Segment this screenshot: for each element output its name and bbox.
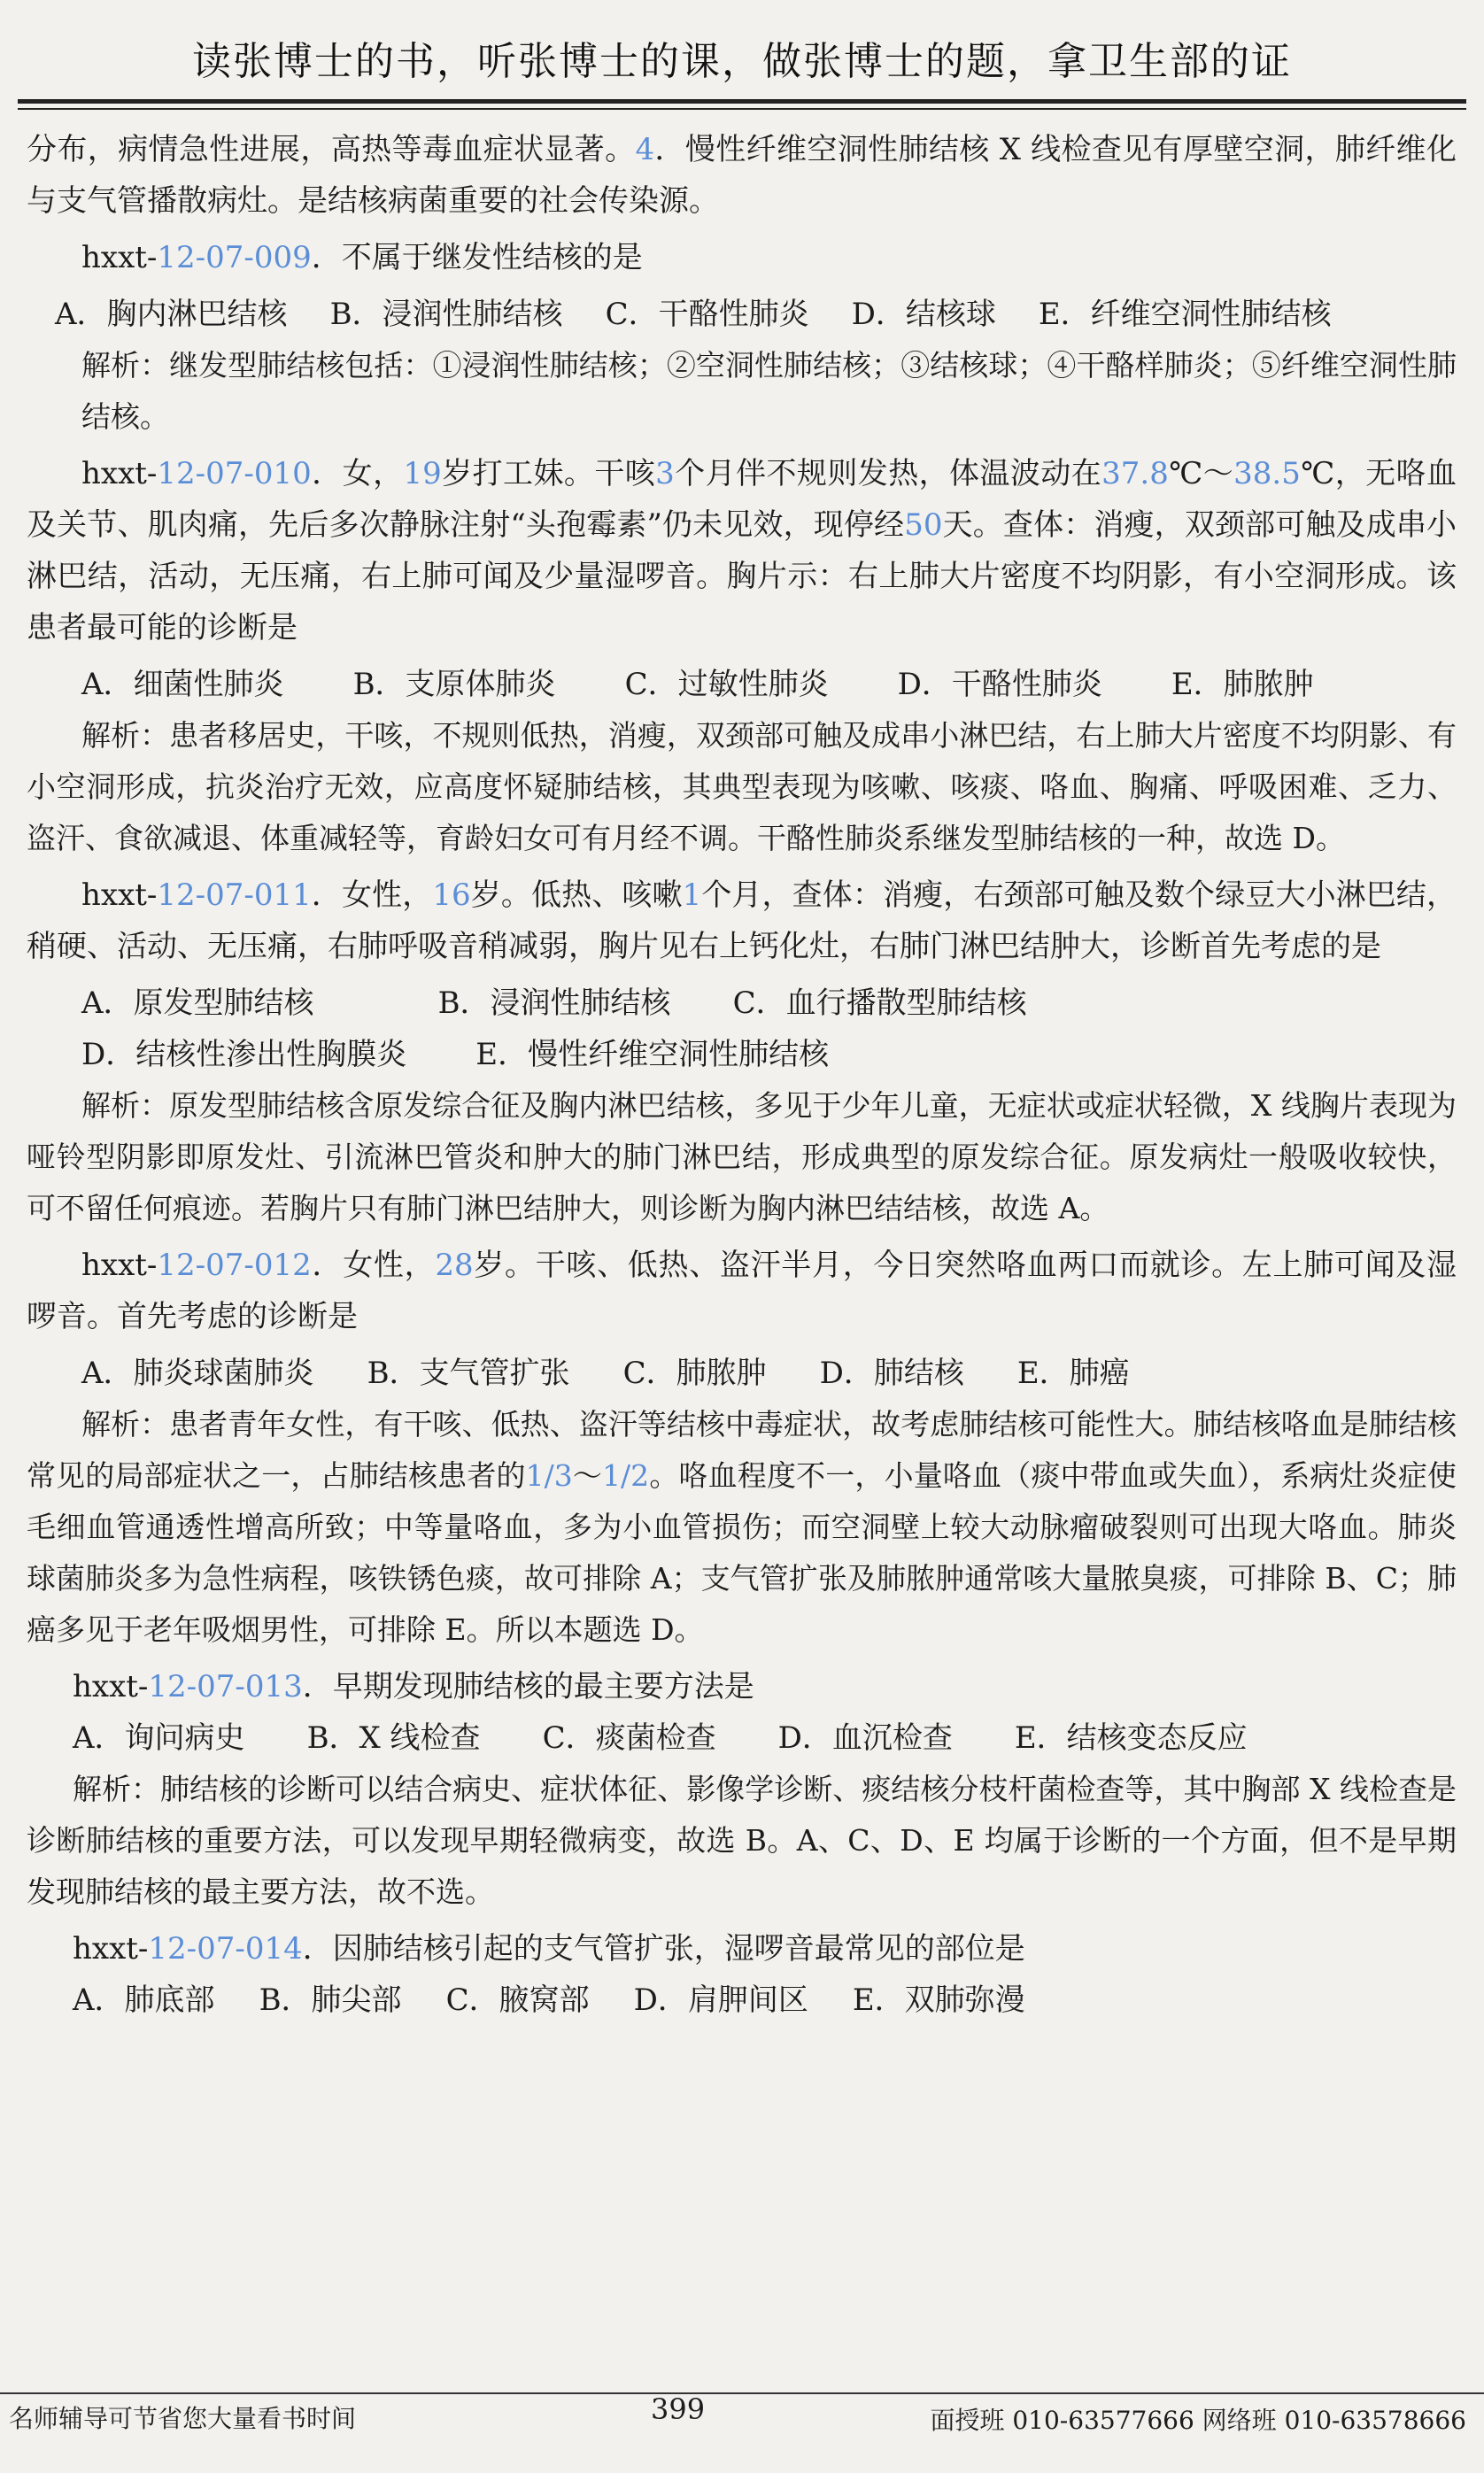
options-row — [27, 978, 1457, 1029]
question-id-prefix: hxxt- — [81, 1248, 158, 1283]
stem-text: 个月伴不规则发热，体温波动在 — [674, 456, 1102, 491]
options-row — [27, 1029, 1457, 1080]
option-d: D．肩胛间区 — [633, 1982, 808, 2018]
option-c: C．痰菌检查 — [542, 1720, 716, 1756]
question-id-prefix: hxxt- — [81, 877, 158, 913]
explanation — [27, 1399, 1457, 1656]
option-e: E．双肺弥漫 — [852, 1982, 1025, 2018]
question-id: 12-07-009 — [157, 240, 312, 275]
option-b: B．支原体肺炎 — [352, 667, 556, 702]
option-c: C．干酪性肺炎 — [605, 297, 809, 332]
stem-text: 岁打工妹。干咳 — [441, 456, 656, 491]
option-a: A．肺炎球菌肺炎 — [81, 1356, 314, 1391]
option-c: C．过敏性肺炎 — [624, 667, 829, 702]
question-013 — [27, 1661, 1457, 1918]
stem-text: 天。查体：消瘦，双颈部可触及成串小淋巴结，活动，无压痛，右上肺可闻及少量湿啰音。胸片示：右上肺大片密度不均阴影，有小空洞形成。该患者最可能的诊断是 — [27, 507, 1457, 645]
footer-rule — [0, 2392, 1484, 2394]
question-010 — [27, 448, 1457, 864]
question-011 — [27, 869, 1457, 1234]
option-e: E．纤维空洞性肺结核 — [1038, 297, 1332, 332]
stem-text: ℃，无咯血及关节、肌肉痛，先后多次静脉注射“头孢霉素”仍未见效，现停经 — [27, 456, 1457, 543]
intro-text-cont: ．慢性纤维空洞性肺结核 X 线检查见有厚壁空洞，肺纤维化与支气管播散病灶。是结核病菌重要的社会传染源。 — [27, 132, 1457, 219]
option-b: B．浸润性肺结核 — [437, 985, 671, 1021]
stem-text: ℃～ — [1168, 456, 1234, 491]
stem-text: ．女， — [311, 456, 404, 491]
question-id-prefix: hxxt- — [81, 240, 158, 275]
explanation: 解析：继发型肺结核包括：①浸润性肺结核；②空洞性肺结核；③结核球；④干酪样肺炎；⑤纤维空洞性肺结核。 — [81, 348, 1457, 434]
question-009 — [27, 232, 1457, 443]
question-id: 12-07-013 — [148, 1669, 303, 1704]
footer-slogan: 名师辅导可节省您大量看书时间 — [9, 2404, 357, 2433]
stem-text: ．女性， — [311, 877, 433, 913]
question-id: 12-07-012 — [157, 1248, 312, 1283]
stem-number: 16 — [432, 877, 471, 913]
option-c: C．肺脓肿 — [622, 1356, 767, 1391]
options-row — [27, 1712, 1457, 1764]
options-row — [27, 1348, 1457, 1399]
option-c: C．腋窝部 — [445, 1982, 590, 2018]
option-a: A．原发型肺结核 — [81, 985, 314, 1021]
content — [27, 124, 1457, 2026]
question-stem — [27, 869, 1457, 972]
option-d: D．血沉检查 — [777, 1720, 953, 1756]
option-e: E．慢性纤维空洞性肺结核 — [475, 1037, 830, 1072]
option-d: D．结核球 — [851, 297, 996, 332]
option-d: D．肺结核 — [819, 1356, 964, 1391]
explanation-number: 1/3 — [525, 1458, 573, 1493]
page-number: 399 — [651, 2392, 706, 2426]
options-row — [27, 289, 1457, 340]
option-e: E．结核变态反应 — [1014, 1720, 1248, 1756]
option-a: A．询问病史 — [73, 1720, 245, 1756]
explanation: 解析：肺结核的诊断可以结合病史、症状体征、影像学诊断、痰结核分枝杆菌检查等，其中胸部 X 线检查是诊断肺结核的重要方法，可以发现早期轻微病变，故选 B。A、C、D、E 均属于诊断的一个方面，但不是早期发现肺结核的最主要方法，故不选。 — [27, 1772, 1457, 1909]
stem-text: 岁。干咳、低热、盗汗半月，今日突然咯血两口而就诊。左上肺可闻及湿啰音。首先考虑的诊断是 — [27, 1248, 1457, 1334]
stem-number: 37.8 — [1101, 456, 1169, 491]
header-title: 读张博士的书，听张博士的课，做张博士的题，拿卫生部的证 — [192, 39, 1292, 84]
intro-paragraph — [27, 124, 1457, 227]
question-012 — [27, 1240, 1457, 1656]
option-b: B．浸润性肺结核 — [329, 297, 563, 332]
intro-text: 分布，病情急性进展，高热等毒血症状显著。 — [27, 132, 636, 167]
question-id-prefix: hxxt- — [81, 456, 158, 491]
option-e: E．肺癌 — [1016, 1356, 1130, 1391]
option-b: B．支气管扩张 — [367, 1356, 570, 1391]
question-id: 12-07-014 — [148, 1931, 303, 1967]
question-id-prefix: hxxt- — [73, 1669, 149, 1704]
options-row — [27, 659, 1457, 710]
option-d: D．干酪性肺炎 — [897, 667, 1102, 702]
stem-number: 50 — [904, 507, 943, 543]
option-d: D．结核性渗出性胸膜炎 — [81, 1037, 407, 1072]
question-text: ．不属于继发性结核的是 — [311, 240, 643, 275]
header-rule-thin — [18, 108, 1466, 110]
option-b: B．X 线检查 — [306, 1720, 481, 1756]
stem-number: 28 — [435, 1248, 474, 1283]
footer-contact: 面授班 010-63577666 网络班 010-63578666 — [930, 2406, 1466, 2435]
explanation-text: ～ — [572, 1458, 603, 1493]
question-text: ．早期发现肺结核的最主要方法是 — [302, 1669, 754, 1704]
option-a: A．胸内淋巴结核 — [55, 297, 288, 332]
stem-number: 1 — [682, 877, 702, 913]
explanation-text: 解析：患者青年女性，有干咳、低热、盗汗等结核中毒症状，故考虑肺结核可能性大。肺结核咯血是肺结核常见的局部症状之一，占肺结核患者的 — [27, 1407, 1457, 1493]
option-c: C．血行播散型肺结核 — [732, 985, 1027, 1021]
question-stem — [27, 1923, 1457, 1975]
explanation-number: 1/2 — [602, 1458, 650, 1493]
question-stem — [27, 1661, 1457, 1712]
stem-number: 38.5 — [1233, 456, 1301, 491]
stem-text: 岁。低热、咳嗽 — [470, 877, 683, 913]
question-id: 12-07-010 — [157, 456, 312, 491]
options-row — [27, 1975, 1457, 2026]
stem-number: 3 — [655, 456, 675, 491]
intro-number: 4 — [635, 132, 655, 167]
option-a: A．细菌性肺炎 — [81, 667, 284, 702]
question-stem — [27, 448, 1457, 653]
stem-text: ．女性， — [311, 1248, 436, 1283]
question-id: 12-07-011 — [157, 877, 312, 913]
header-rule — [18, 99, 1466, 104]
option-e: E．肺脓肿 — [1171, 667, 1314, 702]
question-text: ．因肺结核引起的支气管扩张，湿啰音最常见的部位是 — [302, 1931, 1025, 1967]
stem-text: 个月，查体：消瘦，右颈部可触及数个绿豆大小淋巴结，稍硬、活动、无压痛，右肺呼吸音稍减弱，胸片见右上钙化灶，右肺门淋巴结肿大，诊断首先考虑的是 — [27, 877, 1457, 964]
explanation: 解析：原发型肺结核含原发综合征及胸内淋巴结核，多见于少年儿童，无症状或症状轻微，X 线胸片表现为哑铃型阴影即原发灶、引流淋巴管炎和肿大的肺门淋巴结，形成典型的原发综合征。原发病灶一般吸收较快，可不留任何痕迹。若胸片只有肺门淋巴结肿大，则诊断为胸内淋巴结结核，故选 A。 — [27, 1088, 1457, 1225]
question-id-prefix: hxxt- — [73, 1931, 149, 1967]
explanation: 解析：患者移居史，干咳，不规则低热，消瘦，双颈部可触及成串小淋巴结，右上肺大片密度不均阴影、有小空洞形成，抗炎治疗无效，应高度怀疑肺结核，其典型表现为咳嗽、咳痰、咯血、胸痛、呼吸困难、乏力、盗汗、食欲减退、体重减轻等，育龄妇女可有月经不调。干酪性肺炎系继发型肺结核的一种，故选 D。 — [27, 718, 1457, 855]
question-stem — [27, 1240, 1457, 1342]
explanation-text: 。咯血程度不一，小量咯血（痰中带血或失血），系病灶炎症使毛细血管通透性增高所致；中等量咯血，多为小血管损伤；而空洞壁上较大动脉瘤破裂则可出现大咯血。肺炎球菌肺炎多为急性病程，咳铁锈色痰，故可排除 A；支气管扩张及肺脓肿通常咳大量脓臭痰，可排除 B、C；肺癌多见于老年吸烟男性，可排除 E。所以本题选 D。 — [27, 1458, 1457, 1647]
option-a: A．肺底部 — [73, 1982, 215, 2018]
option-b: B．肺尖部 — [259, 1982, 402, 2018]
question-stem — [27, 232, 1457, 283]
page-header — [18, 18, 1466, 97]
question-014 — [27, 1923, 1457, 2026]
stem-number: 19 — [403, 456, 442, 491]
